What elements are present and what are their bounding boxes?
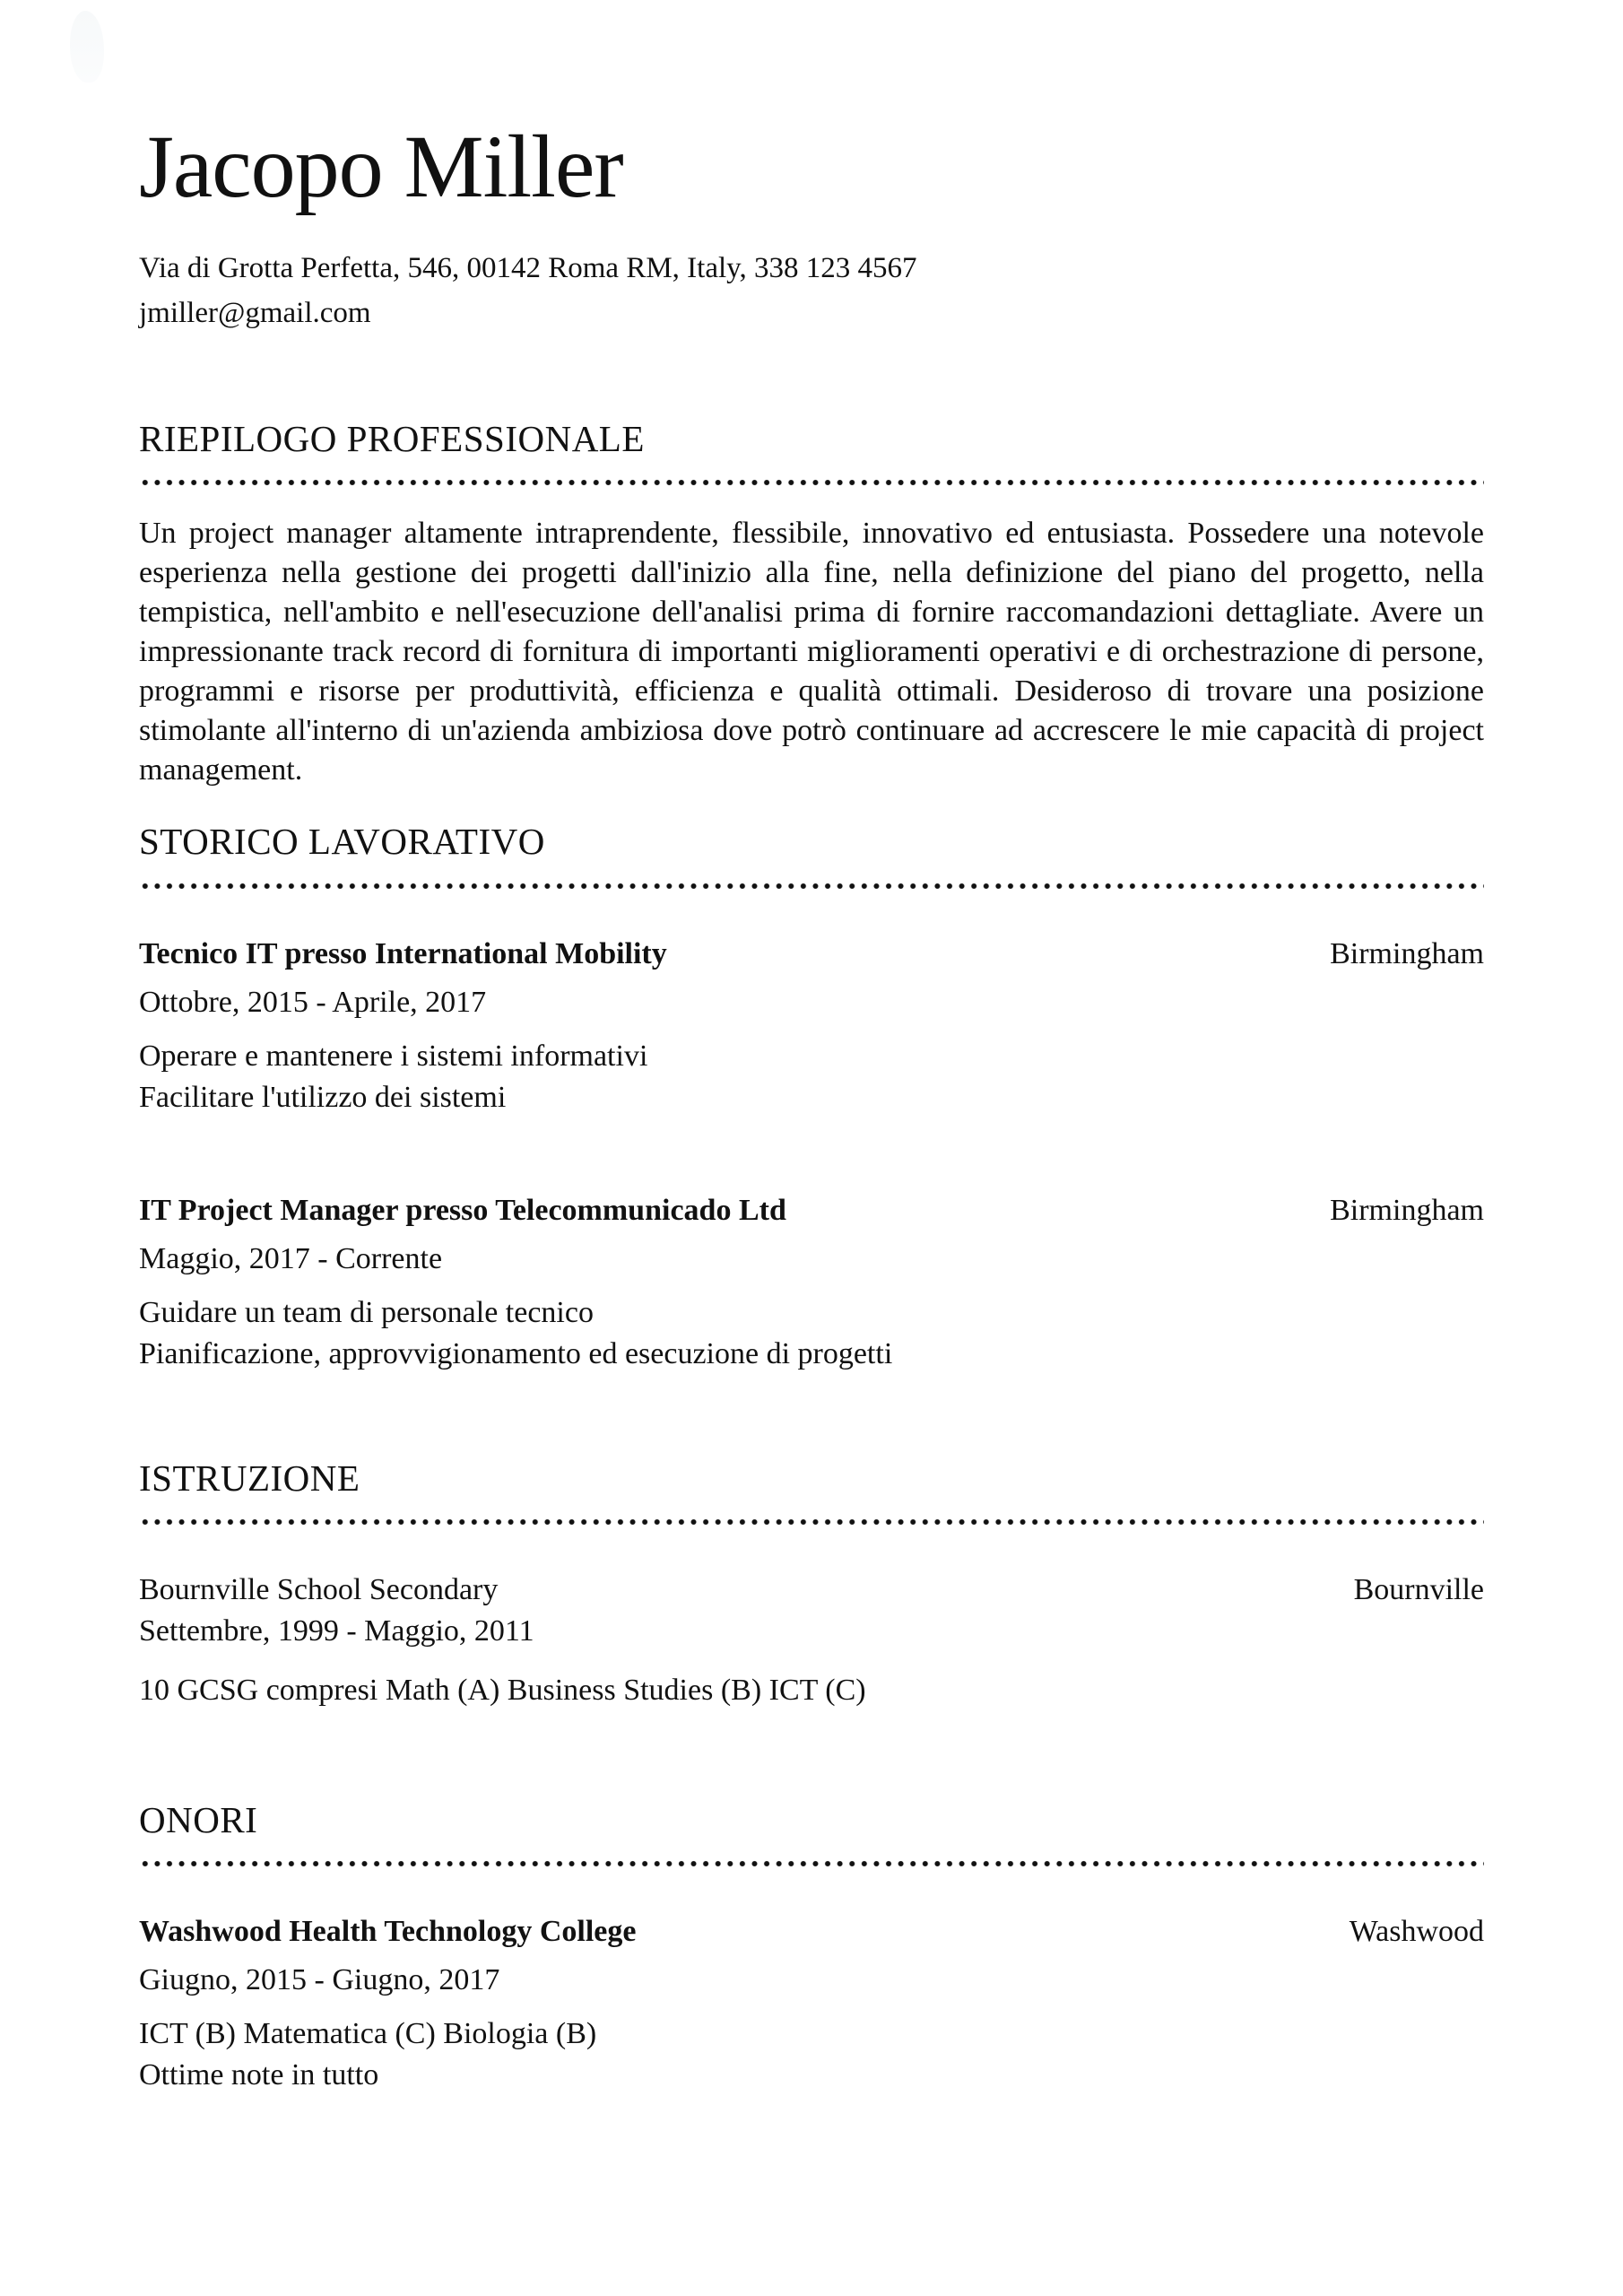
candidate-name: Jacopo Miller: [139, 117, 623, 216]
work-history-section-title: STORICO LAVORATIVO: [139, 821, 545, 863]
job-description-line: Operare e mantenere i sistemi informativi: [139, 1039, 648, 1073]
dotted-divider: [139, 882, 1484, 891]
job-location: Birmingham: [1330, 1193, 1484, 1227]
contact-email: jmiller@gmail.com: [139, 297, 371, 330]
work-entry: [139, 1194, 1484, 1375]
job-dates: Maggio, 2017 - Corrente: [139, 1241, 443, 1275]
summary-section-title: RIEPILOGO PROFESSIONALE: [139, 418, 645, 460]
contact-block: [139, 246, 1484, 335]
dotted-divider: [139, 1518, 1484, 1526]
section-work-history: [139, 821, 1484, 1374]
job-description-line: Facilitare l'utilizzo dei sistemi: [139, 1080, 507, 1114]
contact-address: Via di Grotta Perfetta, 546, 00142 Roma RM, Italy, 338 123 4567: [139, 252, 917, 284]
education-entry: [139, 1573, 1484, 1711]
work-entry-head: [139, 937, 1484, 971]
school-dates: Settembre, 1999 - Maggio, 2011: [139, 1613, 534, 1648]
job-description: [139, 1036, 1484, 1118]
honors-detail-line: ICT (B) Matematica (C) Biologia (B): [139, 2016, 597, 2050]
section-honors: [139, 1799, 1484, 2096]
dotted-divider: [139, 478, 1484, 487]
education-entry-head: [139, 1573, 1484, 1607]
job-title: Tecnico IT presso International Mobility: [139, 936, 667, 970]
honors-college-name: Washwood Health Technology College: [139, 1914, 637, 1948]
school-location: Bournville: [1353, 1572, 1484, 1606]
job-description: [139, 1292, 1484, 1375]
honors-entry-head: [139, 1915, 1484, 1949]
job-dates: Ottobre, 2015 - Aprile, 2017: [139, 985, 487, 1019]
job-description-line: Guidare un team di personale tecnico: [139, 1295, 594, 1329]
honors-details: [139, 2013, 1484, 2096]
job-description-line: Pianificazione, approvvigionamento ed esecuzione di progetti: [139, 1336, 893, 1370]
education-section-title: ISTRUZIONE: [139, 1457, 360, 1499]
honors-location: Washwood: [1349, 1914, 1484, 1948]
school-name: Bournville School Secondary: [139, 1572, 499, 1606]
honors-entry: [139, 1915, 1484, 2096]
honors-detail-line: Ottime note in tutto: [139, 2057, 379, 2092]
school-detail: 10 GCSG compresi Math (A) Business Studies (B) ICT (C): [139, 1673, 866, 1707]
dotted-divider: [139, 1859, 1484, 1868]
honors-dates: Giugno, 2015 - Giugno, 2017: [139, 1962, 500, 1996]
section-summary: [139, 418, 1484, 790]
honors-section-title: ONORI: [139, 1798, 258, 1840]
work-entry-head: [139, 1194, 1484, 1228]
work-entry: [139, 937, 1484, 1118]
job-title: IT Project Manager presso Telecommunicado Ltd: [139, 1193, 786, 1227]
summary-paragraph: Un project manager altamente intraprendente, flessibile, innovativo ed entusiasta. Possedere una notevole esperienza nella gestione dei progetti dall'inizio alla fine, nella definizione del piano del progetto, nella tempistica, nell'ambito e nell'esecuzione dell'analisi prima di fornire raccomandazioni dettagliate. Avere un impressionante track record di fornitura di importanti miglioramenti operativi e di orchestrazione di persone, programmi e risorse per produttività, efficienza e qualità ottimali. Desideroso di trovare una posizione stimolante all'interno di un'azienda ambiziosa dove potrò continuare ad accrescere le mie capacità di project management.: [139, 517, 1484, 787]
section-education: [139, 1457, 1484, 1711]
job-location: Birmingham: [1330, 936, 1484, 970]
